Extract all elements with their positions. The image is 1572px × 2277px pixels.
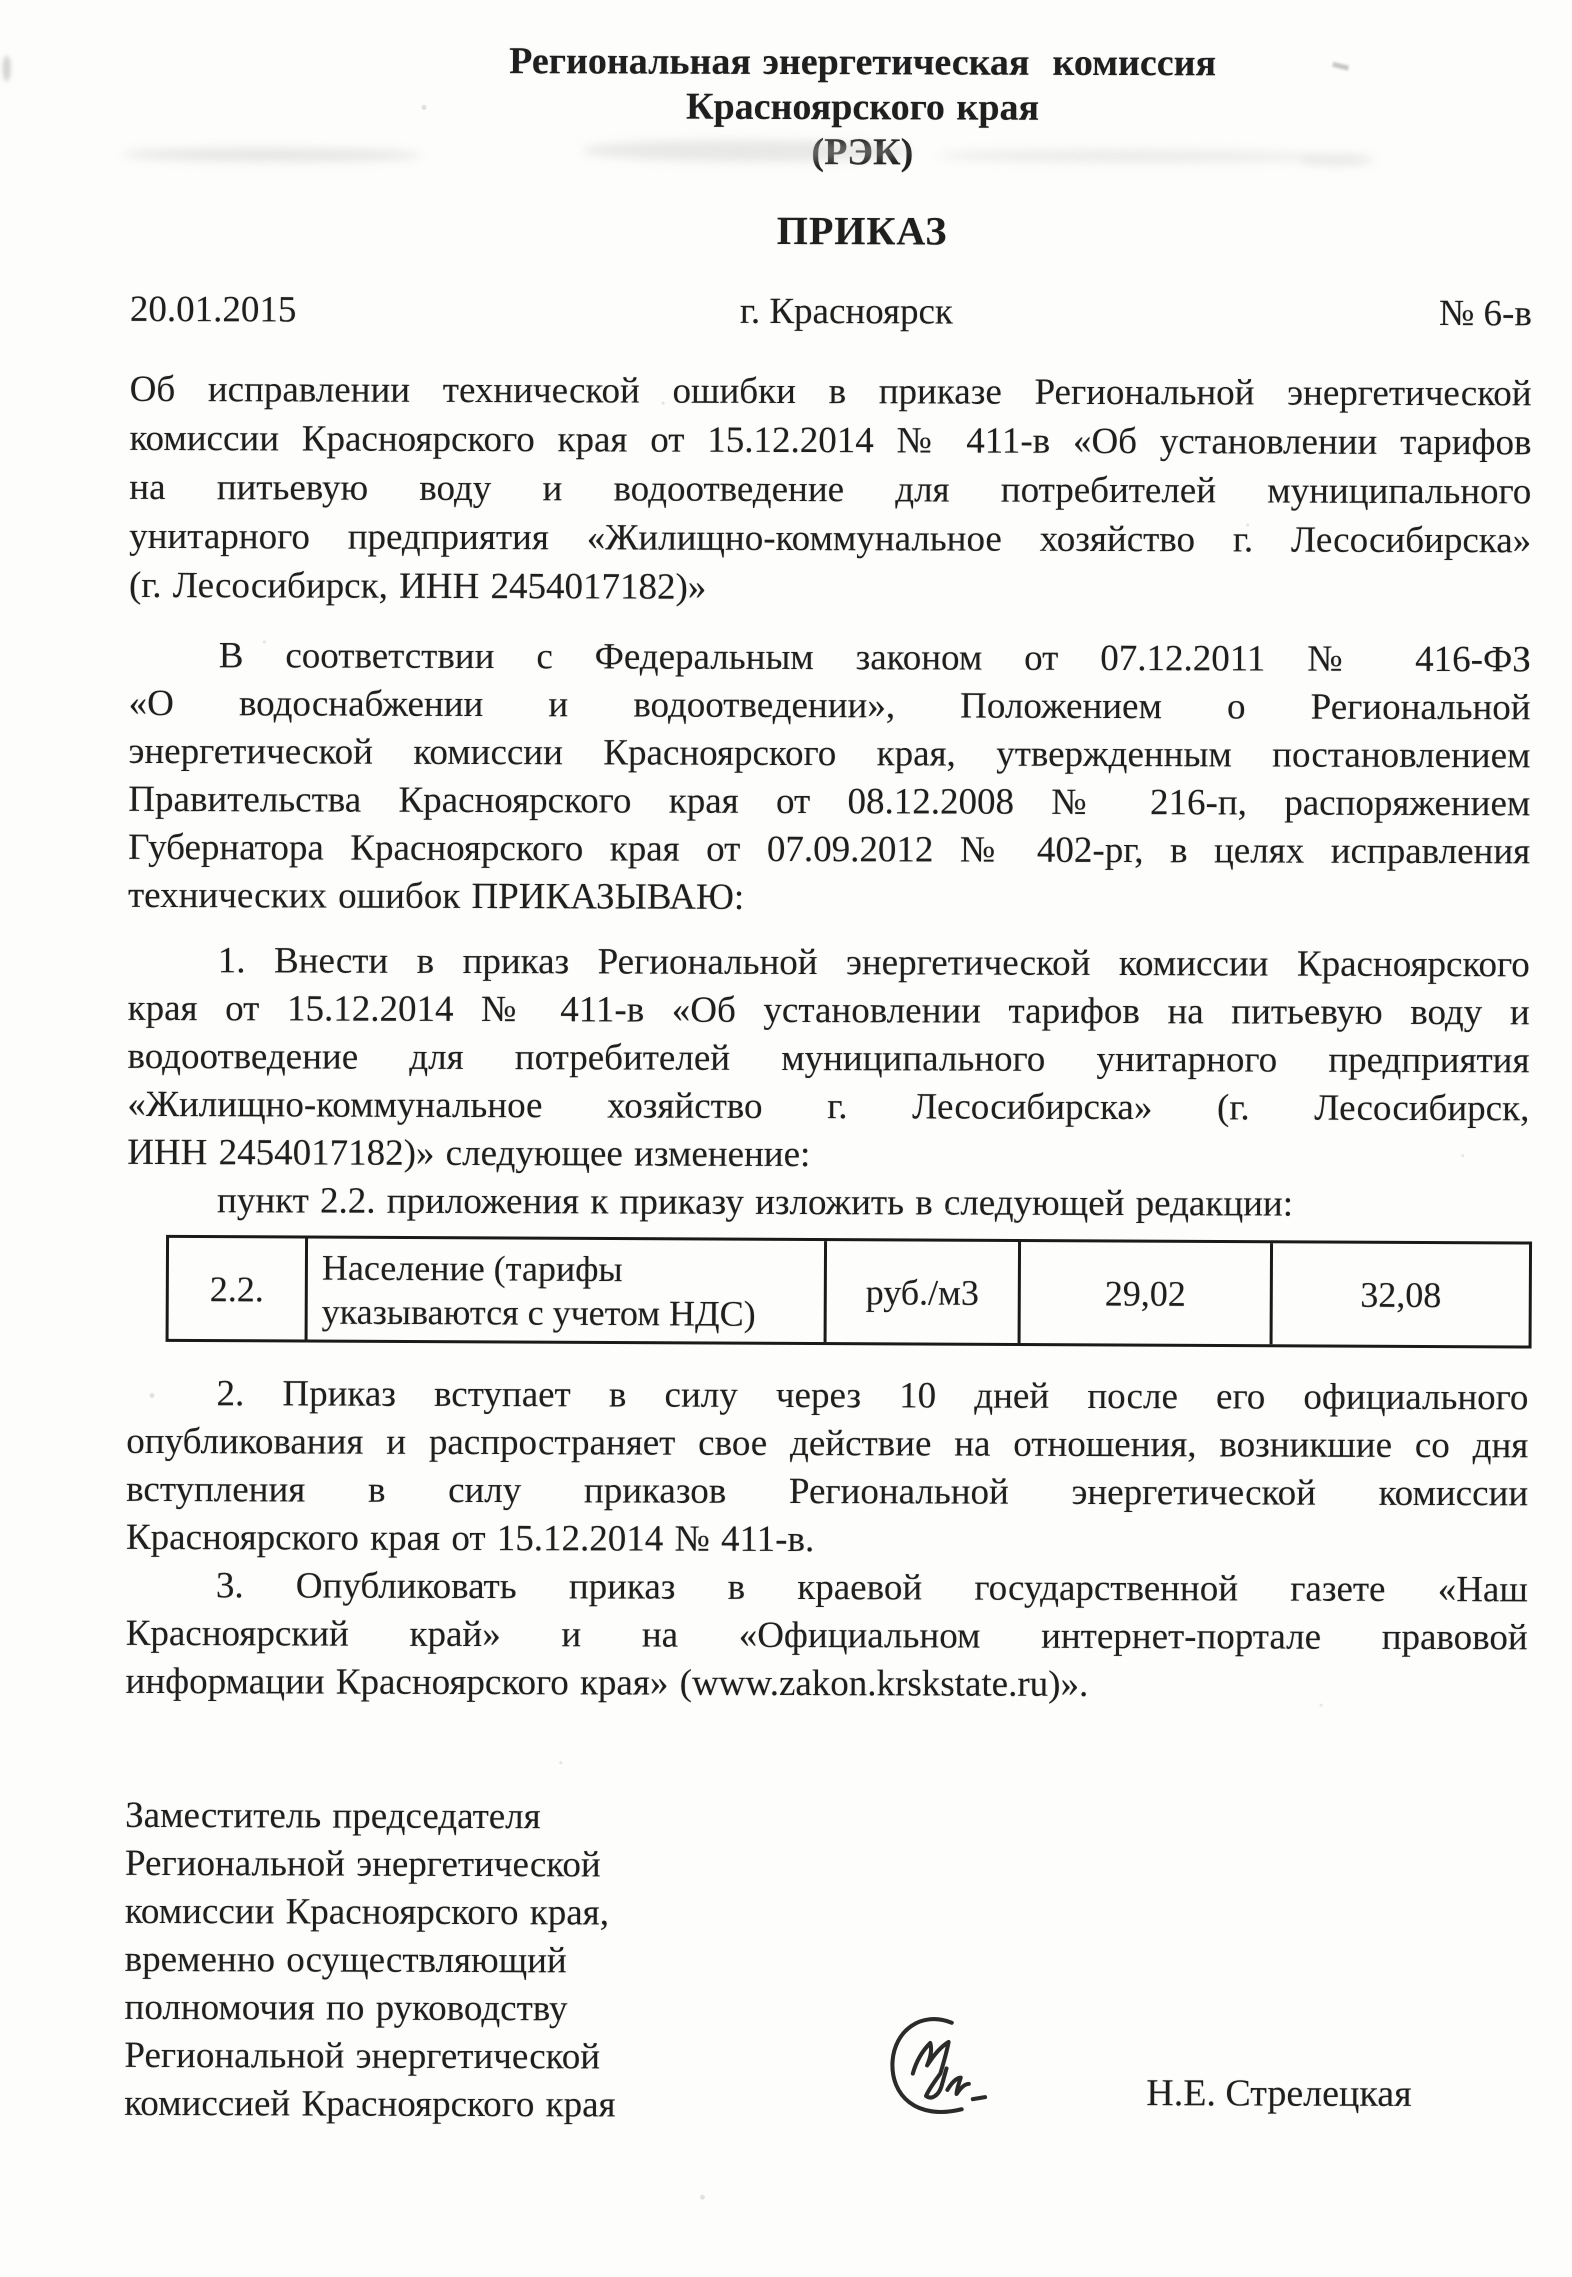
text-line: Правительства Красноярского края от 08.12.2008 № 216-п, распоряжением	[128, 778, 1531, 825]
text-line: «Жилищно-коммунальное хозяйство г. Лесосибирска» (г. Лесосибирск,	[127, 1083, 1530, 1130]
handwritten-signature-icon	[884, 2012, 996, 2124]
text-line: Региональной энергетической	[124, 1842, 601, 1886]
doc-number: № 6-в	[1438, 293, 1532, 335]
item-1-subparagraph	[127, 1177, 1529, 1229]
signer-name: Н.Е. Стрелецкая	[1146, 2072, 1412, 2115]
doc-type-title: ПРИКАЗ	[776, 207, 948, 254]
text-line: 2. Приказ вступает в силу через 10 дней после его официального	[216, 1373, 1529, 1419]
item-3-text	[125, 1562, 1527, 1710]
text-line: 3. Опубликовать приказ в краевой государственной газете «Наш	[215, 1565, 1528, 1611]
signer-position	[124, 1792, 785, 2130]
text-line: информации Красноярского края» (www.zakon.krskstate.ru)».	[125, 1660, 1089, 1705]
text-line: энергетической комиссии Красноярского края, утвержденным постановлением	[128, 730, 1531, 777]
text-line: технических ошибок ПРИКАЗЫВАЮ:	[127, 874, 745, 918]
text-line: 1. Внести в приказ Региональной энергетической комиссии Красноярского	[217, 940, 1530, 986]
text-line: полномочия по руководству	[124, 1986, 568, 2030]
doc-city: г. Красноярск	[739, 290, 953, 333]
text-line: края от 15.12.2014 № 411-в «Об установлении тарифов на питьевую воду и	[127, 987, 1530, 1034]
order-item-1	[127, 937, 1530, 1229]
subject-paragraph	[129, 365, 1532, 614]
text-line: пункт 2.2. приложения к приказу изложить в следующей редакции:	[217, 1180, 1294, 1225]
table-cell-tariff-1: 29,02	[1018, 1242, 1270, 1344]
table-cell-consumer-group: Население (тарифы указываются с учетом НДС)	[305, 1239, 824, 1343]
text-line: «О водоснабжении и водоотведении», Положением о Региональной	[128, 682, 1531, 729]
text-line: опубликования и распространяет свое действие на отношения, возникшие со дня	[126, 1420, 1529, 1467]
text-line: (г. Лесосибирск, ИНН 2454017182)»	[128, 564, 707, 608]
text-line: ИНН 2454017182)» следующее изменение:	[127, 1131, 811, 1176]
text-line: комиссии Красноярского края от 15.12.2014 № 411-в «Об установлении тарифов	[129, 417, 1532, 464]
scan-smudge	[1298, 155, 1373, 165]
text-line: Красноярский край» и на «Официальном интернет-портале правовой	[125, 1612, 1528, 1659]
tariff-table	[166, 1235, 1533, 1349]
text-line: Региональная энергетическая комиссия	[509, 40, 1217, 85]
text-line: Губернатора Красноярского края от 07.09.2012 № 402-рг, в целях исправления	[128, 826, 1531, 873]
preamble-paragraph	[128, 632, 1531, 924]
text-line: Красноярского края	[685, 85, 1040, 129]
text-line: Региональной энергетической	[124, 2034, 601, 2078]
table-cell-unit: руб./м3	[824, 1241, 1018, 1343]
text-line: комиссии Красноярского края,	[124, 1890, 610, 1934]
text-line: вступления в силу приказов Региональной энергетической комиссии	[126, 1468, 1529, 1515]
scan-noise	[3, 0, 6, 1]
table-cell-tariff-2: 32,08	[1270, 1243, 1529, 1345]
order-items-2-3	[125, 1370, 1528, 1710]
text-line: Заместитель председателя	[125, 1794, 541, 1838]
doc-date: 20.01.2015	[129, 288, 297, 331]
item-1-text	[127, 937, 1530, 1181]
text-line: водоотведение для потребителей муниципального унитарного предприятия	[127, 1035, 1530, 1082]
text-line: комиссией Красноярского края	[124, 2082, 616, 2126]
text-line: (РЭК)	[811, 131, 914, 174]
text-line: В соответствии с Федеральным законом от 07.12.2011 № 416-ФЗ	[218, 635, 1531, 681]
item-2-text	[126, 1370, 1529, 1566]
scan-edge-mark	[3, 56, 11, 82]
text-line: Красноярского края от 15.12.2014 № 411-в.	[125, 1516, 815, 1561]
text-line: унитарного предприятия «Жилищно-коммунальное хозяйство г. Лесосибирска»	[129, 515, 1532, 562]
meta-row	[130, 286, 1532, 340]
table-cell-item-number: 2.2.	[209, 1268, 264, 1309]
text-line: на питьевую воду и водоотведение для потребителей муниципального	[129, 466, 1532, 513]
text-line: временно осуществляющий	[124, 1938, 567, 1982]
text-line: Об исправлении технической ошибки в приказе Региональной энергетической	[129, 368, 1532, 415]
